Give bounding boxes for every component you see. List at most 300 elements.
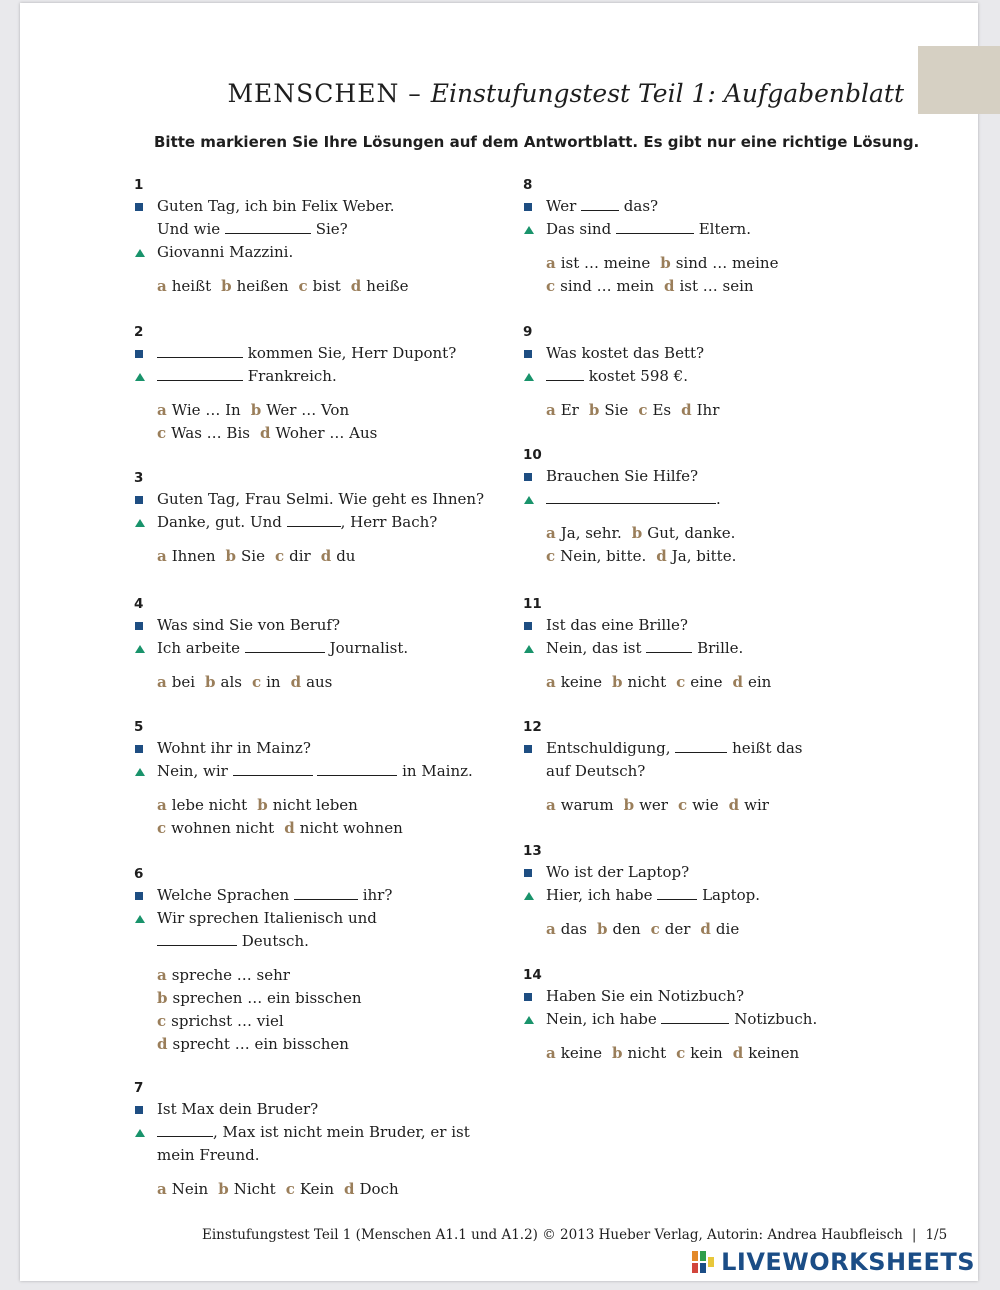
option-row — [157, 1033, 494, 1056]
option-text: Ihnen — [171, 547, 216, 565]
answer-option-c[interactable] — [275, 547, 311, 565]
answer-option-a[interactable] — [546, 796, 614, 814]
dialogue-line: kommen Sie, Herr Dupont? — [134, 342, 494, 365]
answer-option-b[interactable] — [624, 796, 668, 814]
corner-tab — [918, 46, 1000, 114]
option-letter: a — [157, 796, 167, 814]
option-letter: a — [157, 547, 167, 565]
answer-blank[interactable] — [157, 930, 237, 946]
option-letter: a — [546, 1044, 556, 1062]
option-letter: c — [677, 796, 688, 814]
option-letter: b — [623, 796, 635, 814]
square-bullet-icon — [524, 465, 536, 488]
option-letter: a — [157, 673, 167, 691]
footer — [202, 1227, 947, 1243]
page-title — [20, 79, 904, 108]
dialogue-line: Wo ist der Laptop? — [523, 861, 883, 884]
answer-option-d[interactable] — [321, 547, 356, 565]
question-number: 10 — [523, 447, 542, 463]
option-text: lebe nicht — [171, 796, 248, 814]
square-bullet-icon — [135, 195, 147, 218]
option-text: dir — [289, 547, 311, 565]
option-text: Nein — [171, 1180, 209, 1198]
option-letter: d — [350, 277, 362, 295]
option-letter: c — [274, 547, 285, 565]
answer-option-a[interactable] — [546, 254, 650, 272]
liveworksheets-brand — [692, 1248, 975, 1282]
square-bullet-icon — [524, 985, 536, 1008]
answer-option-a[interactable] — [546, 524, 622, 542]
triangle-bullet-icon — [135, 1121, 147, 1144]
answer-blank[interactable] — [225, 218, 311, 234]
square-bullet-icon — [524, 737, 536, 760]
answer-option-c[interactable] — [638, 401, 671, 419]
option-letter: c — [157, 1012, 167, 1030]
option-text: Er — [560, 401, 579, 419]
option-text: ist … sein — [679, 277, 754, 295]
answer-option-b[interactable] — [612, 1044, 666, 1062]
option-text: Doch — [359, 1180, 399, 1198]
triangle-bullet-icon — [135, 637, 147, 660]
answer-option-c[interactable] — [252, 673, 281, 691]
answer-option-a[interactable] — [157, 277, 211, 295]
question-10 — [523, 445, 883, 568]
option-letter: d — [656, 547, 667, 565]
option-text: ist … meine — [560, 254, 651, 272]
option-letter: a — [546, 796, 556, 814]
dialogue-line: Wer das? — [523, 195, 883, 218]
option-text: das — [560, 920, 587, 938]
question-number: 13 — [523, 843, 542, 859]
answer-option-b[interactable] — [226, 547, 265, 565]
answer-options — [134, 1178, 494, 1201]
answer-blank[interactable] — [661, 1008, 729, 1024]
answer-option-c[interactable] — [157, 424, 250, 442]
answer-options — [134, 794, 494, 840]
square-bullet-icon — [524, 195, 536, 218]
option-text: warum — [560, 796, 614, 814]
option-letter: b — [631, 524, 643, 542]
question-number: 3 — [134, 470, 144, 486]
option-text: die — [715, 920, 740, 938]
answer-blank[interactable] — [675, 737, 727, 753]
dialogue-line: Das sind Eltern. — [523, 218, 883, 241]
answer-option-a[interactable] — [546, 401, 579, 419]
answer-options — [134, 399, 494, 445]
square-bullet-icon — [135, 614, 147, 637]
option-row — [157, 399, 494, 422]
question-9 — [523, 322, 883, 422]
option-text: nicht — [627, 673, 667, 691]
answer-option-b[interactable] — [218, 1180, 276, 1198]
option-text: Kein — [299, 1180, 334, 1198]
answer-options — [523, 671, 883, 694]
answer-option-d[interactable] — [681, 401, 719, 419]
answer-option-c[interactable] — [676, 673, 722, 691]
option-text: wer — [639, 796, 668, 814]
option-letter: a — [157, 401, 167, 419]
option-text: kein — [690, 1044, 723, 1062]
answer-option-d[interactable] — [733, 1044, 799, 1062]
answer-option-b[interactable] — [589, 401, 628, 419]
option-row — [546, 794, 883, 817]
option-text: bist — [312, 277, 341, 295]
option-row — [546, 545, 883, 568]
option-row — [157, 275, 494, 298]
answer-option-b[interactable] — [257, 796, 358, 814]
answer-option-a[interactable] — [157, 1180, 208, 1198]
option-row — [546, 399, 883, 422]
answer-option-a[interactable] — [157, 673, 195, 691]
option-text: eine — [690, 673, 723, 691]
option-row — [546, 522, 883, 545]
dialogue-line: Guten Tag, Frau Selmi. Wie geht es Ihnen? — [134, 488, 494, 511]
option-letter: d — [700, 920, 711, 938]
dialogue-line: Nein, das ist Brille. — [523, 637, 883, 660]
option-text: Wie … In — [171, 401, 241, 419]
option-text: sprichst … viel — [171, 1012, 284, 1030]
dialogue-line: Entschuldigung, heißt das — [523, 737, 883, 760]
triangle-bullet-icon — [524, 637, 536, 660]
option-letter: c — [157, 424, 167, 442]
answer-option-c[interactable] — [678, 796, 719, 814]
triangle-bullet-icon — [135, 365, 147, 388]
answer-option-c[interactable] — [286, 1180, 334, 1198]
option-text: Nein, bitte. — [560, 547, 647, 565]
triangle-bullet-icon — [135, 760, 147, 783]
option-text: nicht leben — [272, 796, 358, 814]
triangle-bullet-icon — [524, 218, 536, 241]
dialogue-line: Deutsch. — [134, 930, 494, 953]
option-text: als — [220, 673, 242, 691]
option-letter: d — [732, 673, 743, 691]
answer-option-c[interactable] — [157, 1012, 284, 1030]
answer-options — [523, 1042, 883, 1065]
answer-blank[interactable] — [157, 342, 243, 358]
dialogue-line: auf Deutsch? — [546, 762, 646, 780]
option-text: heißen — [236, 277, 289, 295]
option-letter: d — [664, 277, 675, 295]
question-7 — [134, 1078, 494, 1201]
square-bullet-icon — [135, 488, 147, 511]
question-number: 1 — [134, 177, 144, 193]
option-text: heißt — [171, 277, 212, 295]
option-text: bei — [171, 673, 196, 691]
answer-option-d[interactable] — [344, 1180, 399, 1198]
answer-option-c[interactable] — [676, 1044, 723, 1062]
dialogue-line: Haben Sie ein Notizbuch? — [523, 985, 883, 1008]
option-letter: a — [546, 673, 556, 691]
option-text: keine — [560, 673, 603, 691]
option-letter: d — [344, 1180, 355, 1198]
dialogue-line: mein Freund. — [157, 1146, 260, 1164]
dialogue-line: . — [523, 488, 883, 511]
answer-option-b[interactable] — [157, 989, 361, 1007]
option-letter: b — [205, 673, 216, 691]
dialogue-line: Wir sprechen Italienisch und — [134, 907, 494, 930]
option-letter: c — [546, 277, 556, 295]
option-text: Woher … Aus — [275, 424, 378, 442]
option-letter: c — [251, 673, 262, 691]
answer-option-c[interactable] — [651, 920, 691, 938]
answer-blank[interactable] — [657, 884, 697, 900]
brand-text: LIVEWORKSHEETS — [721, 1248, 976, 1276]
option-text: keinen — [748, 1044, 800, 1062]
option-letter: b — [157, 989, 168, 1007]
option-text: nicht — [627, 1044, 667, 1062]
option-text: nicht wohnen — [299, 819, 403, 837]
question-4 — [134, 594, 494, 694]
answer-option-a[interactable] — [157, 966, 290, 984]
option-letter: a — [157, 277, 167, 295]
dialogue-line: Welche Sprachen ihr? — [134, 884, 494, 907]
option-letter: a — [157, 966, 167, 984]
option-row — [546, 671, 883, 694]
answer-blank[interactable] — [616, 218, 694, 234]
answer-option-c[interactable] — [299, 277, 341, 295]
answer-option-d[interactable] — [351, 277, 409, 295]
square-bullet-icon — [135, 737, 147, 760]
option-text: du — [336, 547, 356, 565]
dialogue-line: , Max ist nicht mein Bruder, er ist — [134, 1121, 494, 1144]
option-letter: c — [676, 673, 686, 691]
answer-blank[interactable] — [157, 1121, 213, 1137]
answer-option-d[interactable] — [157, 1035, 349, 1053]
question-12 — [523, 717, 883, 817]
question-number: 9 — [523, 324, 533, 340]
answer-blank[interactable] — [294, 884, 358, 900]
option-text: sind … meine — [675, 254, 779, 272]
dialogue-line: Was kostet das Bett? — [523, 342, 883, 365]
question-8 — [523, 175, 883, 298]
question-14 — [523, 965, 883, 1065]
answer-option-b[interactable] — [597, 920, 641, 938]
option-letter: c — [650, 920, 660, 938]
answer-blank[interactable] — [233, 760, 313, 776]
option-text: in — [266, 673, 281, 691]
answer-blank[interactable] — [287, 511, 341, 527]
answer-option-d[interactable] — [732, 673, 771, 691]
option-letter: d — [284, 819, 295, 837]
title-plain: MENSCHEN – — [227, 79, 431, 108]
dialogue-line: Wohnt ihr in Mainz? — [134, 737, 494, 760]
answer-option-d[interactable] — [729, 796, 769, 814]
option-letter: d — [732, 1044, 744, 1062]
option-row — [157, 987, 494, 1010]
square-bullet-icon — [135, 884, 147, 907]
question-11 — [523, 594, 883, 694]
option-letter: d — [681, 401, 692, 419]
question-6 — [134, 864, 494, 1056]
answer-option-b[interactable] — [660, 254, 778, 272]
option-letter: a — [546, 401, 556, 419]
question-number: 4 — [134, 596, 144, 612]
answer-option-d[interactable] — [700, 920, 739, 938]
answer-blank[interactable] — [581, 195, 619, 211]
option-row — [157, 422, 494, 445]
footer-credit: Einstufungstest Teil 1 (Menschen A1.1 und A1.2) © 2013 Hueber Verlag, Autorin: Andrea Haubfleisch — [202, 1227, 903, 1243]
answer-option-b[interactable] — [221, 277, 288, 295]
option-text: wie — [692, 796, 719, 814]
option-text: den — [612, 920, 641, 938]
option-text: sprechen … ein bisschen — [172, 989, 362, 1007]
answer-option-a[interactable] — [157, 796, 247, 814]
dialogue-line: Nein, ich habe Notizbuch. — [523, 1008, 883, 1031]
answer-option-c[interactable] — [157, 819, 274, 837]
answer-option-b[interactable] — [251, 401, 349, 419]
option-letter: b — [218, 1180, 229, 1198]
triangle-bullet-icon — [524, 365, 536, 388]
option-row — [157, 964, 494, 987]
option-letter: c — [285, 1180, 295, 1198]
dialogue-line: Nein, wir in Mainz. — [134, 760, 494, 783]
option-letter: b — [588, 401, 600, 419]
answer-option-c[interactable] — [546, 277, 654, 295]
answer-option-d[interactable] — [260, 424, 377, 442]
dialogue-line: Frankreich. — [134, 365, 494, 388]
square-bullet-icon — [135, 342, 147, 365]
option-letter: d — [290, 673, 302, 691]
question-number: 12 — [523, 719, 542, 735]
option-text: Ja, bitte. — [671, 547, 737, 565]
option-letter: a — [157, 1180, 167, 1198]
answer-options — [523, 252, 883, 298]
option-row — [157, 1010, 494, 1033]
question-number: 7 — [134, 1080, 144, 1096]
title-italic: Einstufungstest Teil 1: Aufgabenblatt — [430, 79, 904, 108]
answer-blank[interactable] — [546, 488, 716, 504]
answer-option-a[interactable] — [546, 1044, 602, 1062]
triangle-bullet-icon — [524, 884, 536, 907]
option-text: Sie — [604, 401, 629, 419]
option-row — [157, 671, 494, 694]
option-letter: b — [660, 254, 671, 272]
triangle-bullet-icon — [524, 488, 536, 511]
option-row — [546, 918, 883, 941]
option-text: heiße — [366, 277, 409, 295]
square-bullet-icon — [524, 614, 536, 637]
footer-separator: | — [911, 1227, 917, 1243]
answer-blank[interactable] — [157, 365, 243, 381]
option-letter: b — [612, 1044, 623, 1062]
option-text: Nicht — [233, 1180, 276, 1198]
question-number: 14 — [523, 967, 542, 983]
option-letter: b — [596, 920, 608, 938]
answer-option-d[interactable] — [291, 673, 333, 691]
answer-options — [134, 964, 494, 1056]
option-text: spreche … sehr — [171, 966, 290, 984]
answer-options — [134, 545, 494, 568]
option-text: keine — [560, 1044, 603, 1062]
option-letter: d — [728, 796, 740, 814]
option-text: aus — [306, 673, 333, 691]
option-row — [157, 817, 494, 840]
answer-blank[interactable] — [317, 760, 397, 776]
dialogue-line: Was sind Sie von Beruf? — [134, 614, 494, 637]
dialogue-line: Brauchen Sie Hilfe? — [523, 465, 883, 488]
option-text: Gut, danke. — [647, 524, 736, 542]
option-text: Ja, sehr. — [560, 524, 622, 542]
question-13 — [523, 841, 883, 941]
worksheet-page — [20, 3, 978, 1281]
answer-option-d[interactable] — [664, 277, 754, 295]
option-row — [157, 545, 494, 568]
option-text: wohnen nicht — [171, 819, 275, 837]
instruction-text: Bitte markieren Sie Ihre Lösungen auf dem Antwortblatt. Es gibt nur eine richtige Lösung. — [154, 133, 920, 151]
answer-option-d[interactable] — [284, 819, 403, 837]
option-text: wir — [744, 796, 769, 814]
dialogue-line: Ist das eine Brille? — [523, 614, 883, 637]
option-text: der — [664, 920, 691, 938]
answer-option-a[interactable] — [157, 401, 241, 419]
option-letter: c — [298, 277, 308, 295]
option-letter: b — [225, 547, 237, 565]
answer-option-a[interactable] — [157, 547, 216, 565]
answer-blank[interactable] — [646, 637, 692, 653]
question-3 — [134, 468, 494, 568]
dialogue-line: Und wie Sie? — [157, 220, 348, 238]
question-number: 2 — [134, 324, 144, 340]
option-letter: d — [157, 1035, 168, 1053]
answer-option-b[interactable] — [612, 673, 666, 691]
answer-option-c[interactable] — [546, 547, 646, 565]
option-letter: b — [257, 796, 268, 814]
option-text: Es — [652, 401, 672, 419]
question-5 — [134, 717, 494, 840]
question-1 — [134, 175, 494, 298]
answer-options — [523, 522, 883, 568]
answer-options — [134, 275, 494, 298]
option-letter: c — [638, 401, 648, 419]
answer-option-d[interactable] — [656, 547, 736, 565]
answer-blank[interactable] — [245, 637, 325, 653]
question-number: 8 — [523, 177, 533, 193]
option-letter: b — [250, 401, 262, 419]
option-row — [157, 1178, 494, 1201]
answer-options — [523, 918, 883, 941]
dialogue-line: Danke, gut. Und , Herr Bach? — [134, 511, 494, 534]
option-letter: c — [157, 819, 167, 837]
answer-option-b[interactable] — [205, 673, 242, 691]
option-text: Sie — [241, 547, 265, 565]
option-letter: c — [676, 1044, 686, 1062]
option-letter: d — [320, 547, 332, 565]
option-letter: b — [612, 673, 623, 691]
answer-options — [523, 399, 883, 422]
dialogue-line: kostet 598 €. — [523, 365, 883, 388]
question-number: 5 — [134, 719, 144, 735]
answer-option-a[interactable] — [546, 673, 602, 691]
option-row — [157, 794, 494, 817]
square-bullet-icon — [524, 342, 536, 365]
triangle-bullet-icon — [135, 241, 147, 264]
square-bullet-icon — [135, 1098, 147, 1121]
triangle-bullet-icon — [135, 511, 147, 534]
dialogue-line: Ich arbeite Journalist. — [134, 637, 494, 660]
dialogue-line: Hier, ich habe Laptop. — [523, 884, 883, 907]
dialogue-line: Ist Max dein Bruder? — [134, 1098, 494, 1121]
answer-blank[interactable] — [546, 365, 584, 381]
dialogue-line: Guten Tag, ich bin Felix Weber. — [134, 195, 494, 218]
option-text: sind … mein — [560, 277, 654, 295]
answer-options — [523, 794, 883, 817]
option-text: Wer … Von — [266, 401, 350, 419]
triangle-bullet-icon — [524, 1008, 536, 1031]
answer-option-b[interactable] — [632, 524, 736, 542]
option-letter: a — [546, 524, 556, 542]
option-letter: d — [259, 424, 271, 442]
answer-option-a[interactable] — [546, 920, 587, 938]
